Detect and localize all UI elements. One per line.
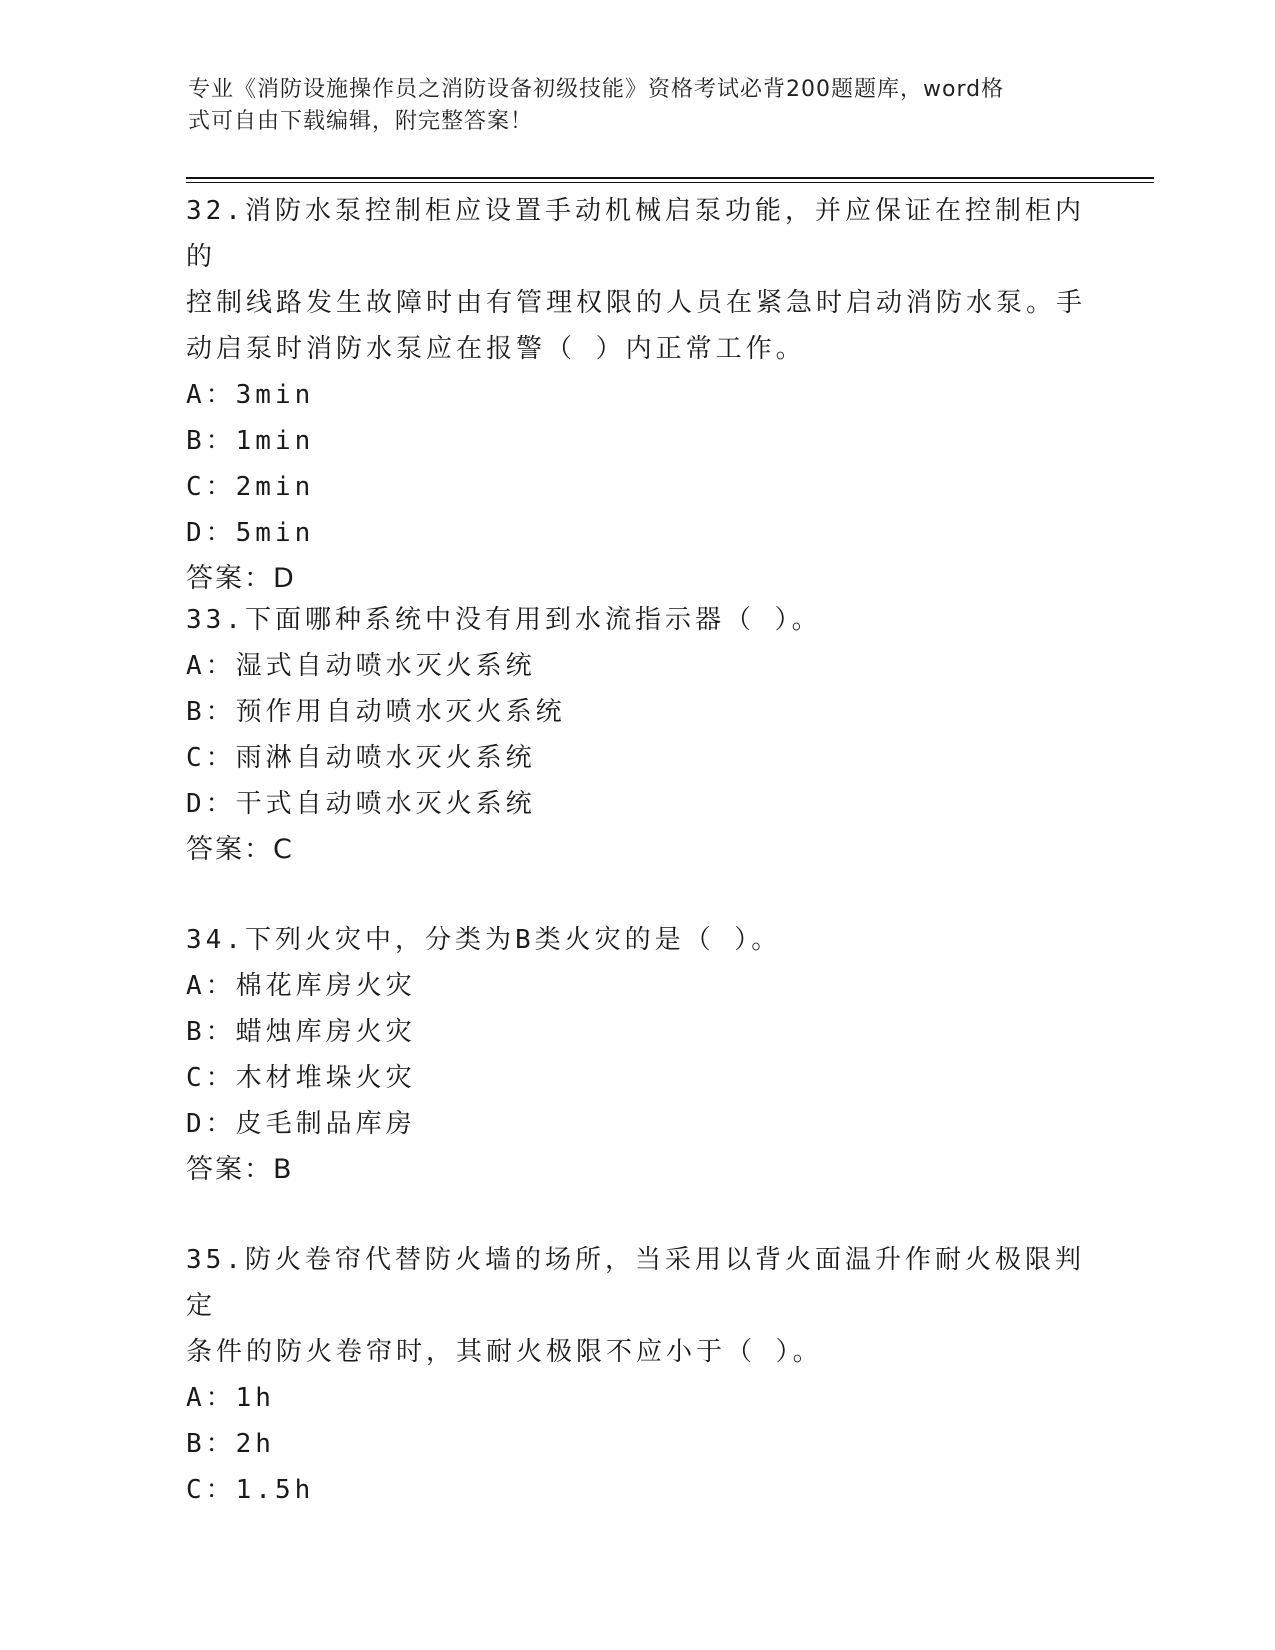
question-stem [186,1237,1086,1375]
option-a: A：1h [186,1383,275,1413]
header-line-2: 式可自由下载编辑，附完整答案！ [188,109,534,134]
answer: 答案：D [186,563,296,594]
header-line-1: 专业《消防设施操作员之消防设备初级技能》资格考试必背200题题库，word格 [188,77,1005,102]
option-a: A：湿式自动喷水灭火系统 [186,651,536,681]
stem-line: 35.防火卷帘代替防火墙的场所，当采用以背火面温升作耐火极限判定 [186,1245,1085,1321]
document-header [188,74,1068,138]
option-b: B：2h [186,1429,275,1459]
stem-line: 32.消防水泵控制柜应设置手动机械启泵功能，并应保证在控制柜内的 [186,196,1085,272]
stem-line: 控制线路发生故障时由有管理权限的人员在紧急时启动消防水泵。手 [186,288,1087,318]
option-d: D：干式自动喷水灭火系统 [186,789,536,819]
stem-line: 动启泵时消防水泵应在报警（ ）内正常工作。 [186,334,806,364]
answer: 答案：C [186,834,294,865]
option-c: C：2min [186,472,315,502]
option-c: C：雨淋自动喷水灭火系统 [186,743,536,773]
option-c: C：木材堆垛火灾 [186,1063,416,1093]
option-b: B：蜡烛库房火灾 [186,1017,416,1047]
option-c: C：1.5h [186,1475,315,1505]
question-stem [186,917,1086,963]
option-d: D：皮毛制品库房 [186,1109,416,1139]
stem-line: 条件的防火卷帘时，其耐火极限不应小于（ ）。 [186,1337,823,1367]
question-33 [186,597,1086,873]
question-32 [186,188,1086,602]
question-stem [186,597,1086,643]
answer: 答案：B [186,1154,294,1185]
option-a: A：棉花库房火灾 [186,971,416,1001]
question-stem [186,188,1086,372]
question-35 [186,1237,1086,1513]
stem-line: 33.下面哪种系统中没有用到水流指示器（ ）。 [186,605,822,635]
option-a: A：3min [186,380,315,410]
option-b: B：预作用自动喷水灭火系统 [186,697,566,727]
question-34 [186,917,1086,1193]
stem-line: 34.下列火灾中，分类为B类火灾的是（ ）。 [186,925,782,955]
header-divider [186,177,1154,183]
option-d: D：5min [186,518,315,548]
option-b: B：1min [186,426,315,456]
